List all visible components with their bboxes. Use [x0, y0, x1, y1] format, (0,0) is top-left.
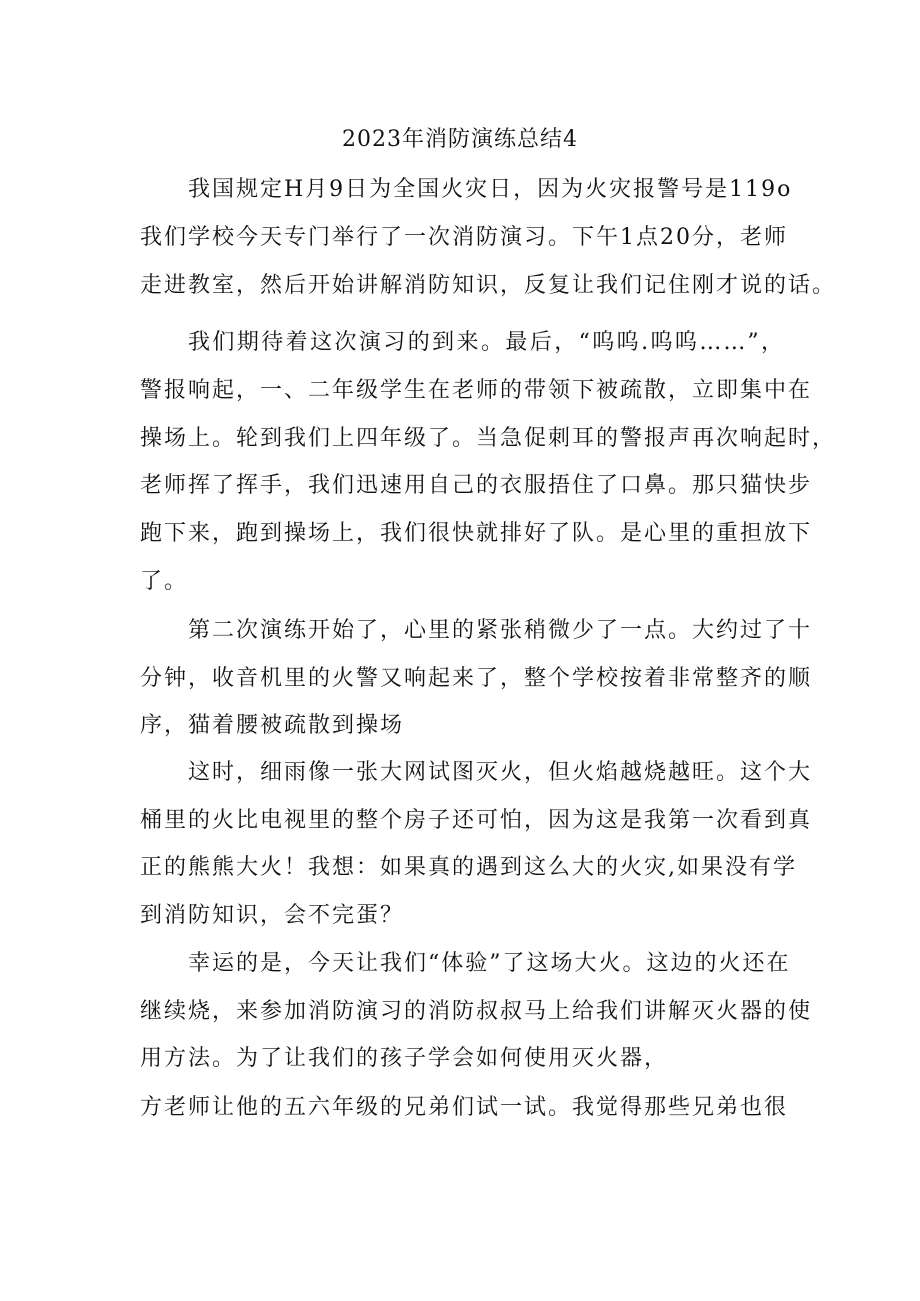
text-line: 了。: [140, 569, 189, 594]
text-line: 跑下来，跑到操场上，我们很快就排好了队。是心里的重担放下: [140, 521, 813, 546]
text-line: 操场上。轮到我们上四年级了。当急促刺耳的警报声再次响起时，: [140, 426, 837, 451]
text-line: 桶里的火比电视里的整个房子还可怕，因为这是我第一次看到真: [140, 808, 813, 833]
text-line: 方老师让他的五六年级的兄弟们试一试。我觉得那些兄弟也很: [140, 1095, 789, 1120]
text-line: 序，猫着腰被疏散到操场: [140, 713, 405, 738]
text-line: 分钟，收音机里的火警又响起来了，整个学校按着非常整齐的顺: [140, 666, 813, 691]
text-line: 幸运的是，今天让我们“体验”了这场大火。这边的火还在: [188, 951, 791, 976]
text-line: 我国规定H月9日为全国火灾日，因为火灾报警号是119o: [188, 177, 793, 202]
text-line: 继续烧，来参加消防演习的消防叔叔马上给我们讲解灭火器的使: [140, 999, 813, 1024]
text-line: 我们学校今天专门举行了一次消防演习。下午1点20分，老师: [140, 225, 788, 250]
text-line: 老师挥了挥手，我们迅速用自己的衣服捂住了口鼻。那只猫快步: [140, 473, 813, 498]
text-line: 第二次演练开始了，心里的紧张稍微少了一点。大约过了十: [188, 618, 813, 643]
text-line: 到消防知识，会不完蛋？: [140, 903, 405, 928]
text-line: 我们期待着这次演习的到来。最后，“呜呜.呜呜……”，: [188, 330, 785, 355]
text-line: 警报响起，一、二年级学生在老师的带领下被疏散，立即集中在: [140, 378, 813, 403]
document-title: 2023年消防演练总结4: [342, 127, 578, 152]
text-line: 正的熊熊大火！我想：如果真的遇到这么大的火灾,如果没有学: [140, 855, 797, 880]
text-line: 用方法。为了让我们的孩子学会如何使用灭火器，: [140, 1046, 669, 1071]
text-line: 走进教室，然后开始讲解消防知识，反复让我们记住刚才说的话。: [140, 273, 837, 298]
text-line: 这时，细雨像一张大网试图灭火，但火焰越烧越旺。这个大: [188, 760, 813, 785]
